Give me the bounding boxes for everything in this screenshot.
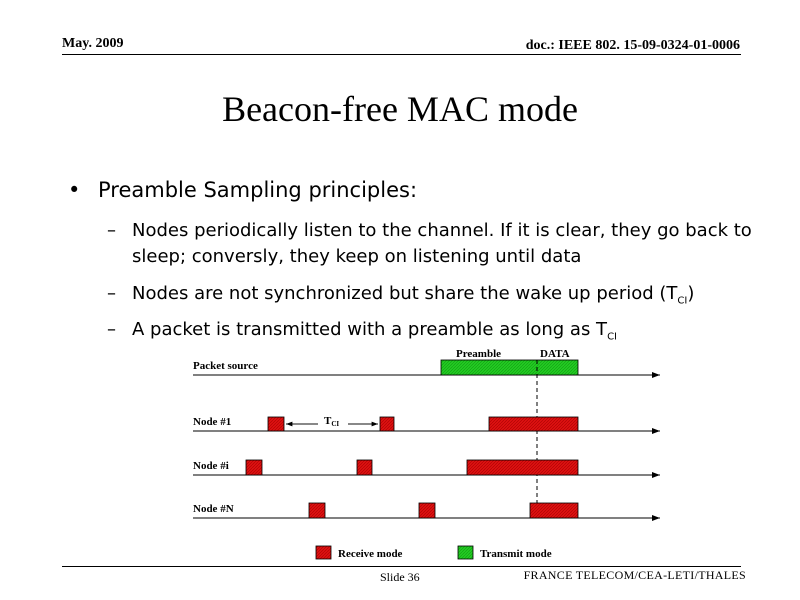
- legend-receive-label: Receive mode: [338, 548, 403, 560]
- bullet-main-text: Preamble Sampling principles:: [98, 178, 418, 202]
- dash-2: –: [107, 283, 116, 304]
- bullet-dot: •: [68, 178, 81, 202]
- transmit-block: [441, 360, 578, 375]
- receive-block: [357, 460, 372, 475]
- sub-bullet-3-main: A packet is transmitted with a preamble as long as T: [132, 319, 608, 340]
- row-label-node-n: Node #N: [193, 503, 234, 515]
- tci-label-main: T: [324, 415, 332, 427]
- sub-bullet-1-text: Nodes periodically listen to the channel. If it is clear, they go back to sleep; conversly, they keep on listening until data: [132, 220, 752, 267]
- data-label: DATA: [540, 348, 570, 360]
- sub-bullet-2-main: Nodes are not synchronized but share the wake up period (T: [132, 283, 678, 304]
- legend-receive-swatch: [316, 546, 331, 559]
- row-label-packet-source: Packet source: [193, 360, 258, 372]
- slide-number: Slide 36: [380, 570, 420, 584]
- receive-block: [246, 460, 262, 475]
- header-doc-id: doc.: IEEE 802. 15-09-0324-01-0006: [525, 38, 740, 53]
- dash-1: –: [107, 220, 116, 241]
- footer-organization: FRANCE TELECOM/CEA-LETI/THALES: [523, 568, 746, 582]
- footer-rule: [62, 566, 741, 567]
- slide-title: Beacon-free MAC mode: [222, 89, 578, 129]
- sub-bullet-2-subscript: CI: [677, 295, 688, 307]
- sub-bullet-3-subscript: CI: [607, 331, 617, 343]
- header-date: May. 2009: [62, 36, 124, 51]
- preamble-label: Preamble: [456, 348, 502, 360]
- legend-transmit-swatch: [458, 546, 473, 559]
- receive-block: [489, 417, 578, 431]
- receive-block: [467, 460, 578, 475]
- receive-block: [380, 417, 394, 431]
- legend-transmit-label: Transmit mode: [480, 548, 552, 560]
- tci-label-sub: CI: [331, 420, 340, 428]
- receive-block: [268, 417, 284, 431]
- receive-block: [530, 503, 578, 518]
- sub-bullet-2-tail: ): [687, 283, 695, 304]
- receive-block: [309, 503, 325, 518]
- row-label-node-1: Node #1: [193, 416, 232, 428]
- row-label-node-i: Node #i: [193, 460, 229, 472]
- receive-block: [419, 503, 435, 518]
- dash-3: –: [107, 319, 116, 340]
